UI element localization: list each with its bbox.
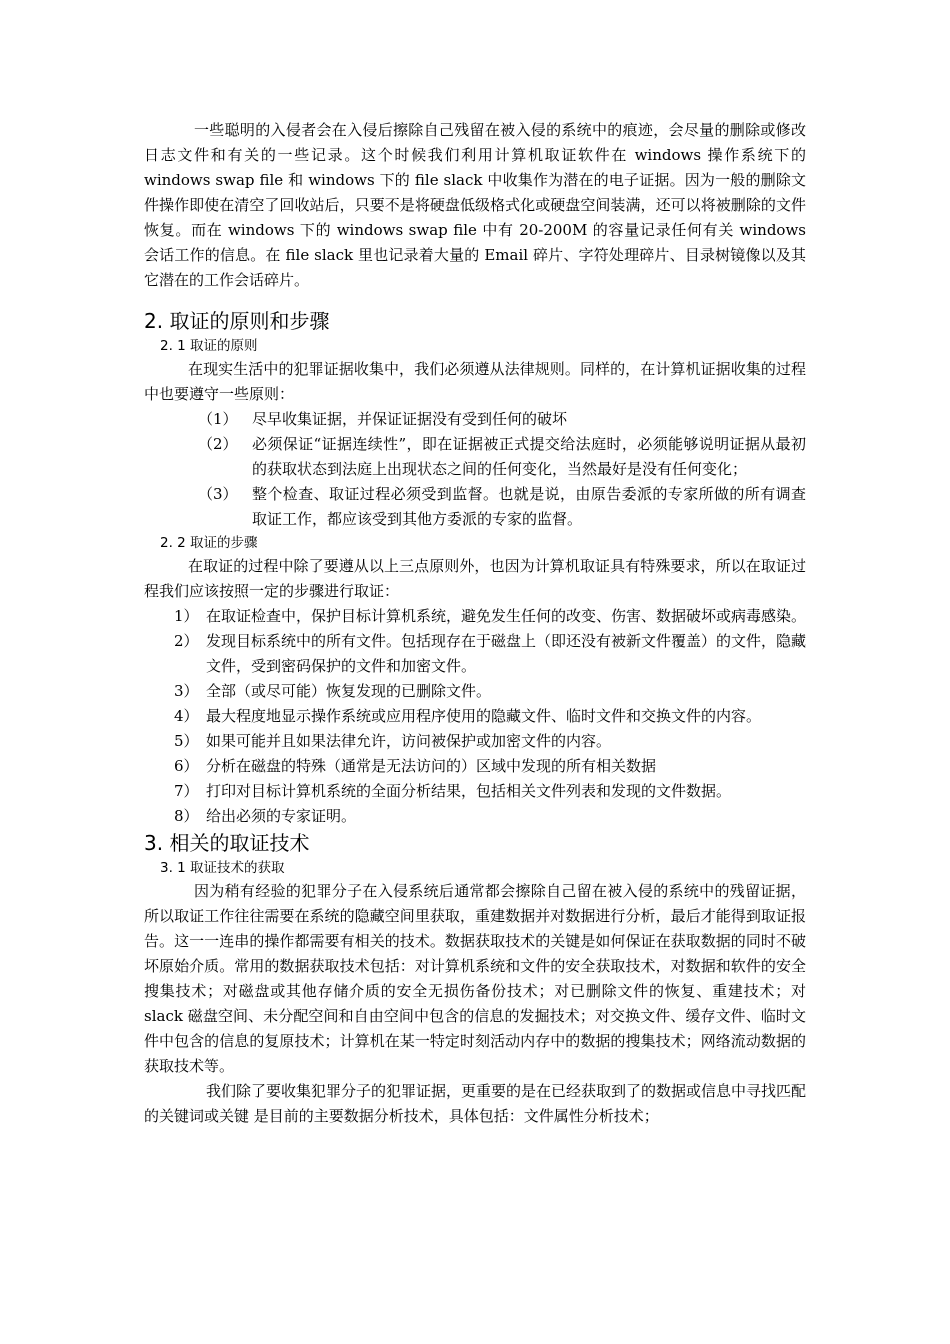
document-body bbox=[144, 118, 806, 1129]
list-item bbox=[144, 629, 806, 679]
list-item-text: 全部（或尽可能）恢复发现的已删除文件。 bbox=[206, 682, 492, 700]
list-item-text: 在取证检查中，保护目标计算机系统，避免发生任何的改变、伤害、数据破坏或病毒感染。 bbox=[206, 607, 807, 625]
list-item bbox=[144, 754, 806, 779]
list-item-number: 4） bbox=[174, 707, 199, 725]
list-item-text: 最大程度地显示操作系统或应用程序使用的隐藏文件、临时文件和交换文件的内容。 bbox=[206, 707, 762, 725]
list-item bbox=[144, 679, 806, 704]
list-item bbox=[144, 604, 806, 629]
list-item-number: 7） bbox=[174, 782, 199, 800]
section-3-1-heading: 3. 1 取证技术的获取 bbox=[160, 860, 285, 876]
list-item bbox=[144, 407, 806, 432]
list-item-text: 整个检查、取证过程必须受到监督。也就是说，由原告委派的专家所做的所有调查取证工作，都应该受到其他方委派的专家的监督。 bbox=[252, 485, 806, 528]
list-item-number: 3） bbox=[174, 682, 199, 700]
list-item-text: 分析在磁盘的特殊（通常是无法访问的）区域中发现的所有相关数据 bbox=[206, 757, 657, 775]
section-2-heading: 2. 取证的原则和步骤 bbox=[144, 309, 330, 333]
principles-list bbox=[144, 407, 806, 532]
section-2-1-heading: 2. 1 取证的原则 bbox=[160, 338, 258, 354]
list-item bbox=[144, 779, 806, 804]
list-item-text: 给出必须的专家证明。 bbox=[206, 807, 357, 825]
list-item bbox=[144, 704, 806, 729]
intro-paragraph: 一些聪明的入侵者会在入侵后擦除自己残留在被入侵的系统中的痕迹，会尽量的删除或修改日志文件和有关的一些记录。这个时候我们利用计算机取证软件在 windows 操作系统下的 windows swap file 和 windows 下的 file slack 中收集作为潜在的电子证据。因为一般的删除文件操作即使在清空了回收站后，只要不是将硬盘低级格式化或硬盘空间装满，还可以将被删除的文件恢复。而在 windows 下的 windows swap file 中有 20-200M 的容量记录任何有关 windows 会话工作的信息。在 file slack 里也记录着大量的 Email 碎片、字符处理碎片、目录树镜像以及其它潜在的工作会话碎片。 bbox=[144, 121, 806, 289]
section-2-2-heading: 2. 2 取证的步骤 bbox=[160, 535, 258, 551]
list-item-text: 发现目标系统中的所有文件。包括现存在于磁盘上（即还没有被新文件覆盖）的文件，隐藏文件，受到密码保护的文件和加密文件。 bbox=[206, 632, 807, 675]
list-item bbox=[144, 432, 806, 482]
section-3-heading: 3. 相关的取证技术 bbox=[144, 831, 310, 855]
section-3-1-paragraph-1: 因为稍有经验的犯罪分子在入侵系统后通常都会擦除自己留在被入侵的系统中的残留证据，所以取证工作往往需要在系统的隐藏空间里获取，重建数据并对数据进行分析，最后才能得到取证报告。这一一连串的操作都需要有相关的技术。数据获取技术的关键是如何保证在获取数据的同时不破坏原始介质。常用的数据获取技术包括：对计算机系统和文件的安全获取技术，对数据和软件的安全搜集技术；对磁盘或其他存储介质的安全无损伤备份技术；对已删除文件的恢复、重建技术；对 slack 磁盘空间、未分配空间和自由空间中包含的信息的发掘技术；对交换文件、缓存文件、临时文件中包含的信息的复原技术；计算机在某一特定时刻活动内存中的数据的搜集技术；网络流动数据的获取技术等。 bbox=[144, 882, 806, 1075]
section-3-1-paragraph-2: 我们除了要收集犯罪分子的犯罪证据，更重要的是在已经获取到了的数据或信息中寻找匹配的关键词或关键 是目前的主要数据分析技术，具体包括：文件属性分析技术； bbox=[144, 1082, 807, 1125]
section-2-2-intro: 在取证的过程中除了要遵从以上三点原则外，也因为计算机取证具有特殊要求，所以在取证过程我们应该按照一定的步骤进行取证： bbox=[144, 557, 806, 600]
list-item bbox=[144, 729, 806, 754]
list-item-text: 尽早收集证据，并保证证据没有受到任何的破坏 bbox=[252, 410, 568, 428]
list-item-text: 必须保证“证据连续性”，即在证据被正式提交给法庭时，必须能够说明证据从最初的获取状态到法庭上出现状态之间的任何变化，当然最好是没有任何变化； bbox=[252, 435, 806, 478]
list-item-number: （2） bbox=[198, 435, 238, 453]
list-item-text: 如果可能并且如果法律允许，访问被保护或加密文件的内容。 bbox=[206, 732, 612, 750]
list-item bbox=[144, 482, 806, 532]
list-item-number: 8） bbox=[174, 807, 199, 825]
steps-list bbox=[144, 604, 806, 829]
list-item-number: 6） bbox=[174, 757, 199, 775]
section-2-1-intro: 在现实生活中的犯罪证据收集中，我们必须遵从法律规则。同样的，在计算机证据收集的过程中也要遵守一些原则： bbox=[144, 360, 806, 403]
list-item-number: 5） bbox=[174, 732, 199, 750]
list-item bbox=[144, 804, 806, 829]
list-item-number: （3） bbox=[198, 485, 238, 503]
list-item-number: 1） bbox=[174, 607, 199, 625]
list-item-text: 打印对目标计算机系统的全面分析结果，包括相关文件列表和发现的文件数据。 bbox=[206, 782, 732, 800]
list-item-number: 2） bbox=[174, 632, 199, 650]
list-item-number: （1） bbox=[198, 410, 238, 428]
